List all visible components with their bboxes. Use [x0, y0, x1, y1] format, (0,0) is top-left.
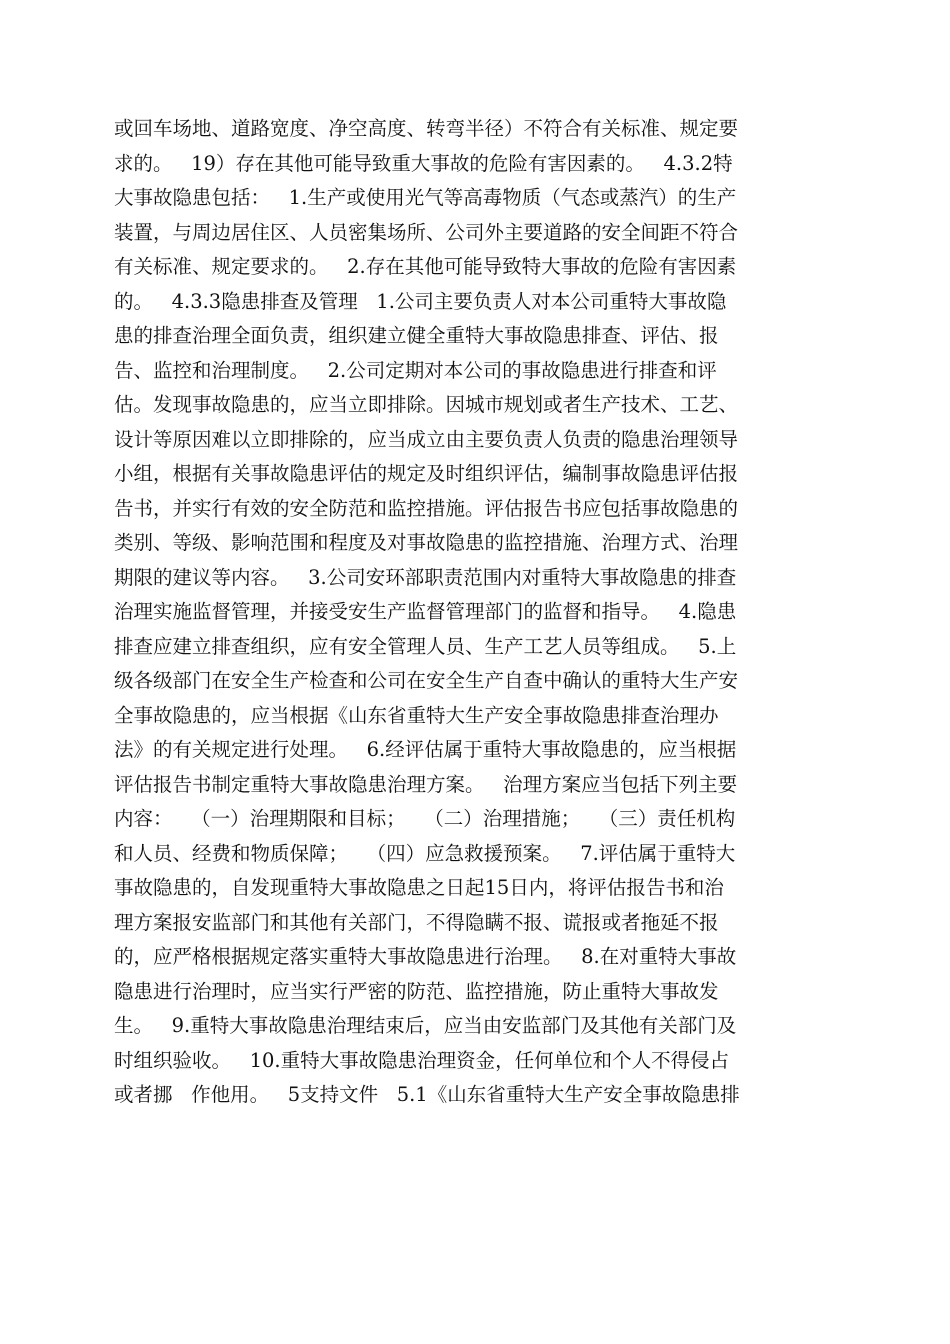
text-line: 全事故隐患的，应当根据《山东省重特大生产安全事故隐患排查治理办	[114, 703, 719, 727]
body-text	[114, 112, 834, 1113]
text-line: 生。 9.重特大事故隐患治理结束后，应当由安监部门及其他有关部门及	[114, 1014, 737, 1037]
text-line: 或回车场地、道路宽度、净空高度、转弯半径）不符合有关标准、规定要	[114, 117, 739, 140]
text-line: 的。 4.3.3隐患排查及管理 1.公司主要负责人对本公司重特大事故隐	[114, 289, 727, 313]
text-line: 类别、等级、影响范围和程度及对事故隐患的监控措施、治理方式、治理	[114, 531, 739, 554]
text-line: 告书，并实行有效的安全防范和监控措施。评估报告书应包括事故隐患的	[114, 496, 739, 520]
text-line: 事故隐患的，自发现重特大事故隐患之日起15日内，将评估报告书和治	[114, 876, 724, 899]
text-line: 有关标准、规定要求的。 2.存在其他可能导致特大事故的危险有害因素	[114, 255, 737, 278]
text-line: 期限的建议等内容。 3.公司安环部职责范围内对重特大事故隐患的排查	[114, 565, 737, 589]
text-line: 患的排查治理全面负责，组织建立健全重特大事故隐患排查、评估、报	[114, 324, 719, 347]
text-line: 装置，与周边居住区、人员密集场所、公司外主要道路的安全间距不符合	[114, 220, 739, 244]
text-line: 排查应建立排查组织，应有安全管理人员、生产工艺人员等组成。 5.上	[114, 634, 737, 658]
text-line: 内容： （一）治理期限和目标； （二）治理措施； （三）责任机构	[114, 807, 736, 830]
text-line: 治理实施监督管理，并接受安生产监督管理部门的监督和指导。 4.隐患	[114, 600, 737, 623]
text-line: 或者挪 作他用。 5支持文件 5.1《山东省重特大生产安全事故隐患排	[114, 1083, 740, 1106]
text-line: 告、监控和治理制度。 2.公司定期对本公司的事故隐患进行排查和评	[114, 358, 717, 382]
text-line: 设计等原因难以立即排除的，应当成立由主要负责人负责的隐患治理领导	[114, 427, 739, 451]
text-line: 评估报告书制定重特大事故隐患治理方案。 治理方案应当包括下列主要	[114, 772, 738, 796]
text-line: 估。发现事故隐患的，应当立即排除。因城市规划或者生产技术、工艺、	[114, 393, 739, 416]
text-line: 的，应严格根据规定落实重特大事故隐患进行治理。 8.在对重特大事故	[114, 945, 737, 968]
text-line: 时组织验收。 10.重特大事故隐患治理资金，任何单位和个人不得侵占	[114, 1048, 730, 1072]
text-line: 理方案报安监部门和其他有关部门，不得隐瞒不报、谎报或者拖延不报	[114, 910, 719, 934]
text-line: 大事故隐患包括： 1.生产或使用光气等高毒物质（气态或蒸汽）的生产	[114, 186, 737, 209]
text-line: 隐患进行治理时，应当实行严密的防范、监控措施，防止重特大事故发	[114, 979, 719, 1003]
text-line: 法》的有关规定进行处理。 6.经评估属于重特大事故隐患的，应当根据	[114, 738, 737, 761]
text-line: 和人员、经费和物质保障； （四）应急救援预案。 7.评估属于重特大	[114, 841, 736, 865]
text-line: 级各级部门在安全生产检查和公司在安全生产自查中确认的重特大生产安	[114, 669, 739, 692]
text-line: 求的。 19）存在其他可能导致重大事故的危险有害因素的。 4.3.2特	[114, 151, 733, 175]
text-line: 小组，根据有关事故隐患评估的规定及时组织评估，编制事故隐患评估报	[114, 462, 739, 485]
